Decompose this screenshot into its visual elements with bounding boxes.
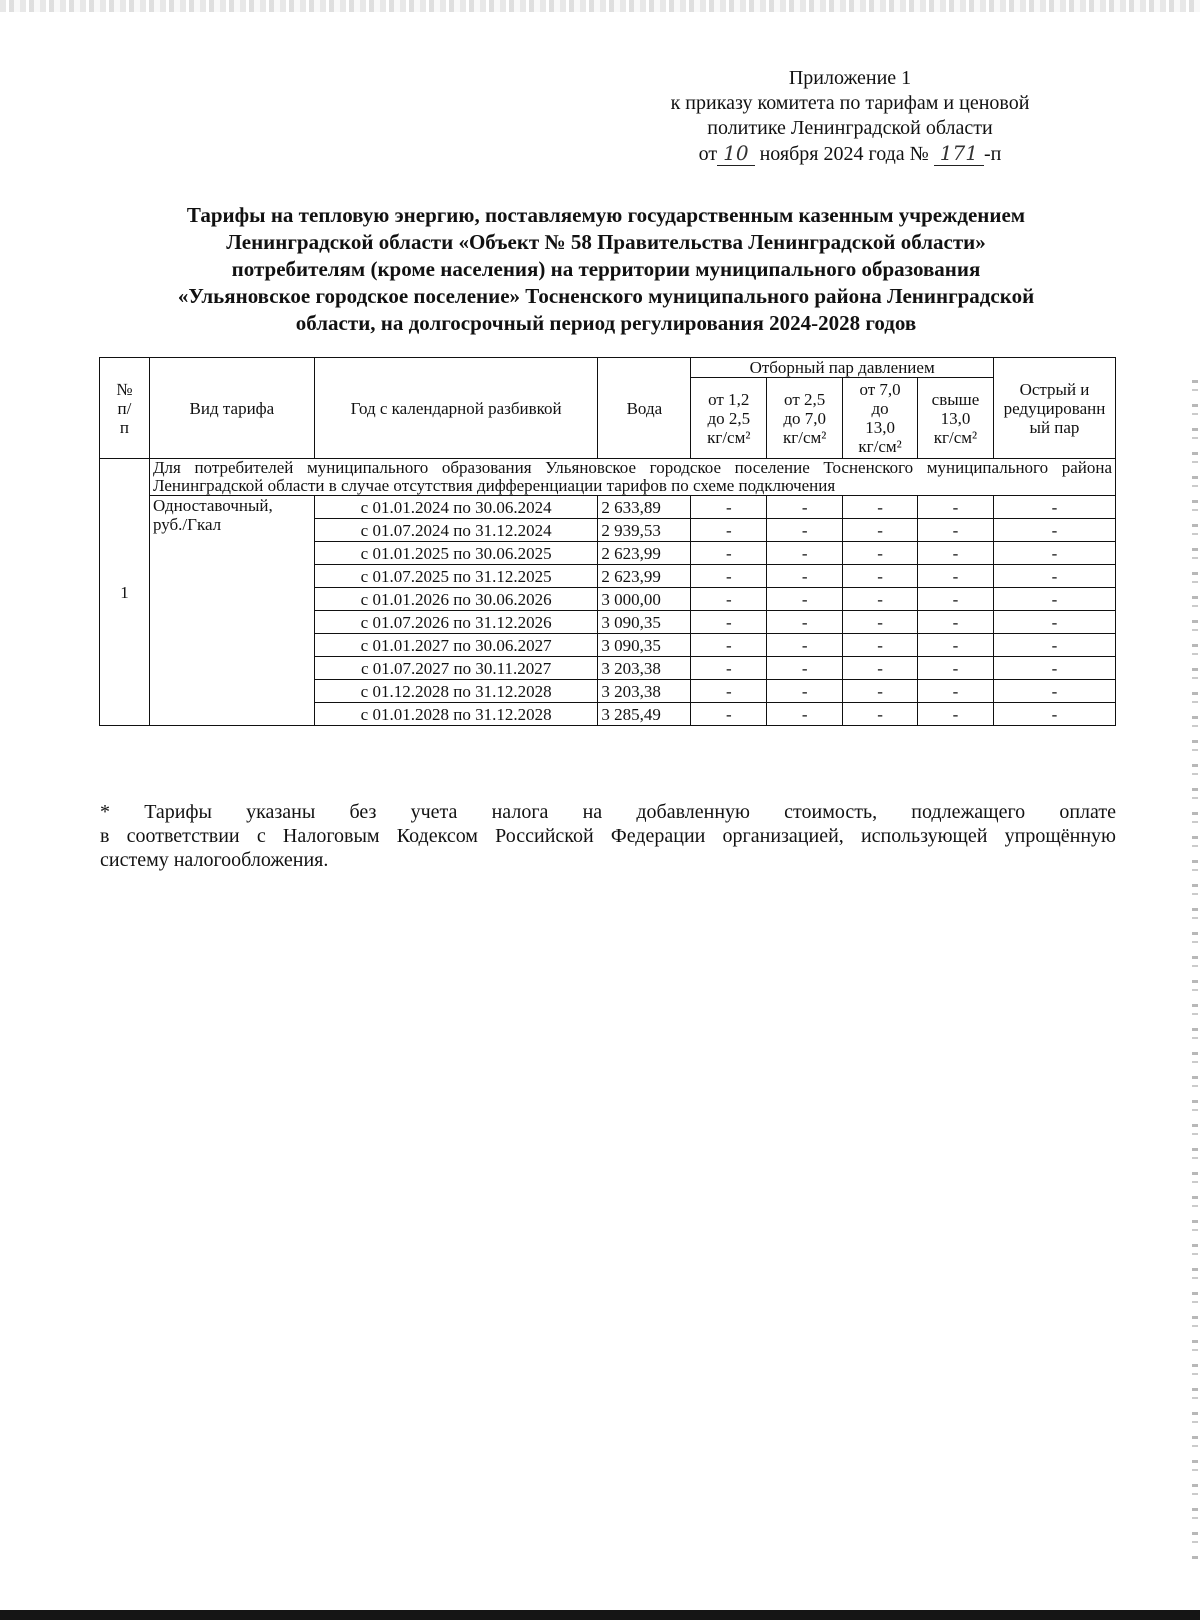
empty-tariff-cell: - <box>993 565 1115 588</box>
empty-tariff-cell: - <box>767 680 843 703</box>
tariff-table <box>99 357 1116 726</box>
water-tariff-cell: 2 939,53 <box>598 519 691 542</box>
empty-tariff-cell: - <box>918 611 994 634</box>
empty-tariff-cell: - <box>993 703 1115 726</box>
empty-tariff-cell: - <box>691 588 767 611</box>
tariff-type: Одноставочный, руб./Гкал <box>149 496 314 726</box>
header-tariff-type: Вид тарифа <box>149 358 314 459</box>
period-cell: с 01.07.2025 по 31.12.2025 <box>314 565 598 588</box>
title-line-1: Тарифы на тепловую энергию, поставляемую государственным казенным учреждением <box>186 203 1026 227</box>
empty-tariff-cell: - <box>691 634 767 657</box>
empty-tariff-cell: - <box>691 519 767 542</box>
empty-tariff-cell: - <box>993 657 1115 680</box>
empty-tariff-cell: - <box>843 611 918 634</box>
empty-tariff-cell: - <box>843 703 918 726</box>
header-water: Вода <box>598 358 691 459</box>
header-pressure-4: свыше 13,0 кг/см² <box>918 378 994 459</box>
group-description: Для потребителей муниципального образования Ульяновское городское поселение Тосненского муниципального района Ленинградской области в случае отсутствия дифференциации тарифов по схеме подключения <box>149 459 1115 496</box>
period-cell: с 01.01.2024 по 30.06.2024 <box>314 496 598 519</box>
header-number: № п/ п <box>100 358 150 459</box>
period-cell: с 01.07.2027 по 30.11.2027 <box>314 657 598 680</box>
empty-tariff-cell: - <box>993 611 1115 634</box>
order-reference-line1: к приказу комитета по тарифам и ценовой <box>670 92 1030 114</box>
water-tariff-cell: 2 633,89 <box>598 496 691 519</box>
empty-tariff-cell: - <box>767 588 843 611</box>
empty-tariff-cell: - <box>993 588 1115 611</box>
header-pressure-2: от 2,5 до 7,0 кг/см² <box>767 378 843 459</box>
empty-tariff-cell: - <box>918 565 994 588</box>
scan-bottom-edge <box>0 1610 1200 1620</box>
title-line-2: Ленинградской области «Объект № 58 Правительства Ленинградской области» <box>226 230 986 254</box>
empty-tariff-cell: - <box>918 634 994 657</box>
header-steam-group: Отборный пар давлением <box>691 358 994 378</box>
empty-tariff-cell: - <box>767 611 843 634</box>
empty-tariff-cell: - <box>691 611 767 634</box>
empty-tariff-cell: - <box>918 496 994 519</box>
footnote-line-1: * Тарифы указаны без учета налога на добавленную стоимость, подлежащего оплате <box>100 801 1116 823</box>
empty-tariff-cell: - <box>918 588 994 611</box>
water-tariff-cell: 3 000,00 <box>598 588 691 611</box>
appendix-label: Приложение 1 <box>788 67 912 89</box>
scan-top-edge <box>0 0 1200 12</box>
scan-right-edge <box>1192 380 1198 1560</box>
empty-tariff-cell: - <box>918 703 994 726</box>
empty-tariff-cell: - <box>691 703 767 726</box>
empty-tariff-cell: - <box>691 657 767 680</box>
title-line-5: области, на долгосрочный период регулирования 2024-2028 годов <box>295 311 917 335</box>
empty-tariff-cell: - <box>767 542 843 565</box>
empty-tariff-cell: - <box>843 680 918 703</box>
empty-tariff-cell: - <box>918 680 994 703</box>
empty-tariff-cell: - <box>767 496 843 519</box>
empty-tariff-cell: - <box>767 657 843 680</box>
document-title <box>96 202 1116 337</box>
empty-tariff-cell: - <box>993 680 1115 703</box>
empty-tariff-cell: - <box>843 657 918 680</box>
period-cell: с 01.07.2026 по 31.12.2026 <box>314 611 598 634</box>
empty-tariff-cell: - <box>843 565 918 588</box>
period-cell: с 01.01.2028 по 31.12.2028 <box>314 703 598 726</box>
empty-tariff-cell: - <box>691 496 767 519</box>
order-number-handwritten: 171 <box>934 141 984 166</box>
period-cell: с 01.01.2027 по 30.06.2027 <box>314 634 598 657</box>
empty-tariff-cell: - <box>691 542 767 565</box>
period-cell: с 01.07.2024 по 31.12.2024 <box>314 519 598 542</box>
order-suffix: -п <box>983 143 1002 165</box>
empty-tariff-cell: - <box>993 496 1115 519</box>
group-description-row <box>100 459 1116 496</box>
empty-tariff-cell: - <box>767 703 843 726</box>
empty-tariff-cell: - <box>993 519 1115 542</box>
row-number: 1 <box>100 459 150 726</box>
empty-tariff-cell: - <box>843 496 918 519</box>
order-day-handwritten: 10 <box>717 141 754 166</box>
title-line-3: потребителям (кроме населения) на территории муниципального образования <box>231 257 981 281</box>
header-sharp-steam: Острый и редуцированн ый пар <box>993 358 1115 459</box>
water-tariff-cell: 3 090,35 <box>598 634 691 657</box>
empty-tariff-cell: - <box>843 542 918 565</box>
empty-tariff-cell: - <box>767 519 843 542</box>
empty-tariff-cell: - <box>767 634 843 657</box>
water-tariff-cell: 2 623,99 <box>598 542 691 565</box>
empty-tariff-cell: - <box>993 542 1115 565</box>
table-header-row-1 <box>100 358 1116 378</box>
water-tariff-cell: 3 203,38 <box>598 657 691 680</box>
empty-tariff-cell: - <box>767 565 843 588</box>
footnote <box>100 800 1116 872</box>
footnote-line-3: систему налогообложения. <box>100 849 329 871</box>
footnote-line-2: в соответствии с Налоговым Кодексом Российской Федерации организацией, использующей упрощённую <box>100 825 1116 847</box>
header-pressure-1: от 1,2 до 2,5 кг/см² <box>691 378 767 459</box>
period-cell: с 01.01.2025 по 30.06.2025 <box>314 542 598 565</box>
water-tariff-cell: 3 090,35 <box>598 611 691 634</box>
period-cell: с 01.01.2026 по 30.06.2026 <box>314 588 598 611</box>
period-cell: с 01.12.2028 по 31.12.2028 <box>314 680 598 703</box>
empty-tariff-cell: - <box>993 634 1115 657</box>
empty-tariff-cell: - <box>843 634 918 657</box>
appendix-header <box>560 66 1140 167</box>
order-date-text: ноября 2024 года № <box>759 143 929 165</box>
empty-tariff-cell: - <box>691 565 767 588</box>
header-pressure-3: от 7,0 до 13,0 кг/см² <box>843 378 918 459</box>
header-period: Год с календарной разбивкой <box>314 358 598 459</box>
empty-tariff-cell: - <box>918 542 994 565</box>
empty-tariff-cell: - <box>691 680 767 703</box>
empty-tariff-cell: - <box>843 588 918 611</box>
order-prefix: от <box>698 143 718 165</box>
title-line-4: «Ульяновское городское поселение» Тосненского муниципального района Ленинградской <box>177 284 1035 308</box>
water-tariff-cell: 3 203,38 <box>598 680 691 703</box>
order-date-number <box>560 141 1140 167</box>
order-reference-line2: политике Ленинградской области <box>707 117 993 139</box>
empty-tariff-cell: - <box>918 657 994 680</box>
water-tariff-cell: 2 623,99 <box>598 565 691 588</box>
water-tariff-cell: 3 285,49 <box>598 703 691 726</box>
empty-tariff-cell: - <box>918 519 994 542</box>
table-row <box>100 496 1116 519</box>
empty-tariff-cell: - <box>843 519 918 542</box>
